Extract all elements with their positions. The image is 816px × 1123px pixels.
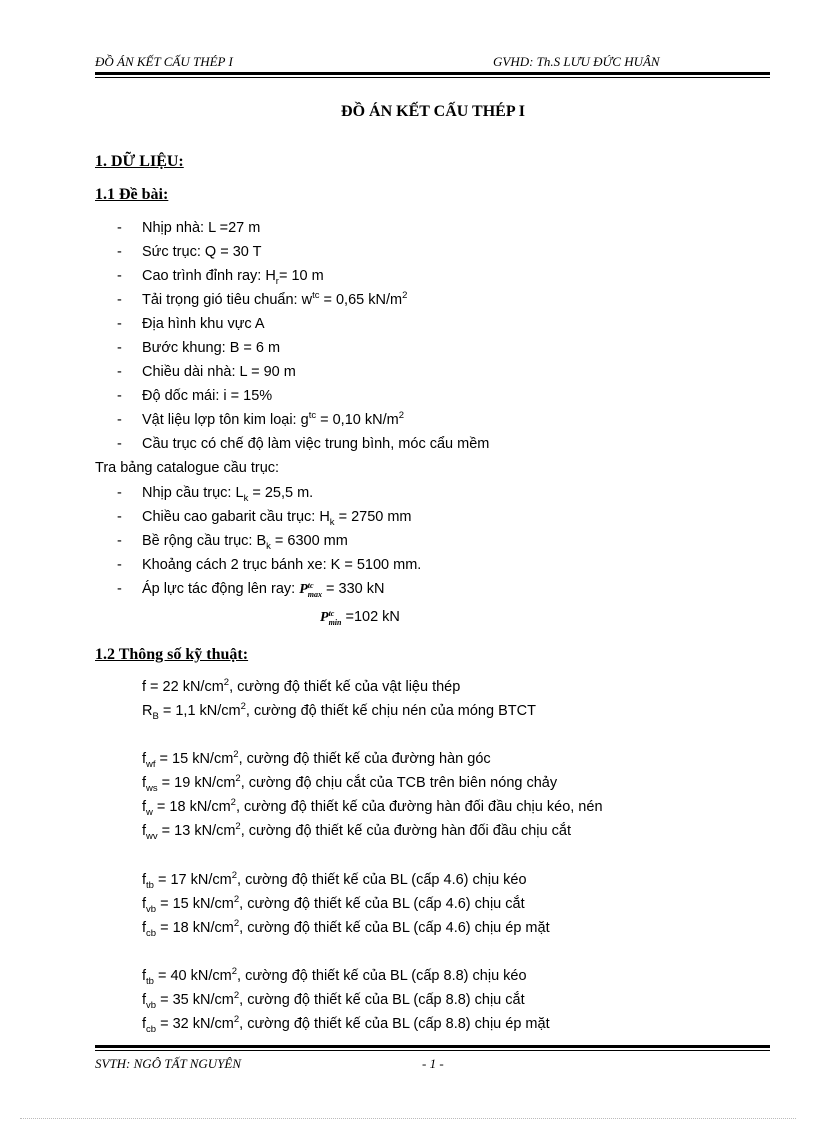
spec-line: $f_{vb} = 15$ $kN/cm^2$, cường độ thiết kế của BL (cấp 4.6) chịu cắt — [142, 894, 525, 915]
list-item: Chiều cao gabarit cầu trục: $H_k = 2750$ mm — [142, 509, 412, 528]
list-item: Nhịp cầu trục: $L_k = 25,5$ m. — [142, 485, 314, 504]
bullet-dash: - — [117, 268, 122, 284]
list-item: Địa hình khu vực A — [142, 316, 265, 332]
list-item: Chiều dài nhà: L = 90 m — [142, 364, 296, 380]
bullet-dash: - — [117, 581, 122, 597]
page-number: - 1 - — [422, 1056, 444, 1071]
bullet-dash: - — [117, 436, 122, 452]
spec-line: $R_B = 1,1$ $kN/cm^2$, cường độ thiết kế chịu nén của móng BTCT — [142, 701, 536, 722]
pmax-symbol: P tc max — [299, 581, 323, 599]
header-rule-thick — [95, 72, 770, 75]
spec-line: $f_w = 18$ $kN/cm^2$, cường độ thiết kế của đường hàn đối đầu chịu kéo, nén — [142, 797, 603, 818]
subsection-heading-problem: 1.1 Đề bài: — [95, 186, 169, 203]
spec-line: $f_{tb} = 40$ $kN/cm^2$, cường độ thiết kế của BL (cấp 8.8) chịu kéo — [142, 966, 527, 987]
page-bottom-border — [20, 1118, 796, 1119]
subsection-heading-specs: 1.2 Thông số kỹ thuật: — [95, 646, 249, 663]
list-item: Độ dốc mái: i = 15% — [142, 388, 273, 404]
pmin-line: P tc min =102 kN — [320, 609, 400, 627]
spec-line: $f_{cb} = 32$ $kN/cm^2$, cường độ thiết kế của BL (cấp 8.8) chịu ép mặt — [142, 1014, 550, 1035]
footer-rule-thin — [95, 1050, 770, 1051]
bullet-dash: - — [117, 412, 122, 428]
list-item: Cầu trục có chế độ làm việc trung bình, móc cẩu mềm — [142, 436, 490, 452]
bullet-dash: - — [117, 388, 122, 404]
footer-rule-thick — [95, 1045, 770, 1048]
spec-line: f = 22 $kN/cm^2$, cường độ thiết kế của vật liệu thép — [142, 677, 461, 695]
bullet-dash: - — [117, 533, 122, 549]
list-item: Nhịp nhà: L =27 m — [142, 220, 261, 236]
bullet-dash: - — [117, 292, 122, 308]
list-item: Bề rộng cầu trục: $B_k = 6300$ mm — [142, 533, 348, 552]
pmin-symbol: P tc min — [320, 609, 342, 627]
header-right: GVHD: Th.S LƯU ĐỨC HUÂN — [493, 54, 660, 69]
bullet-dash: - — [117, 557, 122, 573]
spec-line: $f_{wv} = 13$ $kN/cm^2$, cường độ thiết kế của đường hàn đối đầu chịu cắt — [142, 821, 571, 842]
section-heading-data: 1. DỮ LIỆU: — [95, 153, 184, 170]
bullet-dash: - — [117, 364, 122, 380]
list-item: Khoảng cách 2 trục bánh xe: K = 5100 mm. — [142, 557, 422, 573]
list-item: Bước khung: B = 6 m — [142, 340, 281, 356]
bullet-dash: - — [117, 220, 122, 236]
list-item: Tải trọng gió tiêu chuẩn: $w^{tc} = 0,65$ $kN/m^2$ — [142, 290, 408, 308]
bullet-dash: - — [117, 316, 122, 332]
spec-line: $f_{ws} = 19$ $kN/cm^2$, cường độ chịu cắt của TCB trên biên nóng chảy — [142, 773, 558, 794]
list-item: Vật liệu lợp tôn kim loại: $g^{tc} = 0,10$ $kN/m^2$ — [142, 410, 404, 428]
header-left: ĐỒ ÁN KẾT CẤU THÉP I — [95, 54, 233, 69]
document-title: ĐỒ ÁN KẾT CẤU THÉP I — [341, 103, 525, 120]
bullet-dash: - — [117, 340, 122, 356]
header-rule-thin — [95, 77, 770, 78]
spec-line: $f_{wf} = 15$ $kN/cm^2$, cường độ thiết kế của đường hàn góc — [142, 749, 491, 770]
spec-line: $f_{vb} = 35$ $kN/cm^2$, cường độ thiết kế của BL (cấp 8.8) chịu cắt — [142, 990, 525, 1011]
bullet-dash: - — [117, 509, 122, 525]
spec-line: $f_{cb} = 18$ $kN/cm^2$, cường độ thiết kế của BL (cấp 4.6) chịu ép mặt — [142, 918, 550, 939]
spec-line: $f_{tb} = 17$ $kN/cm^2$, cường độ thiết kế của BL (cấp 4.6) chịu kéo — [142, 870, 527, 891]
list-item-pressure: Áp lực tác động lên ray: P tc max = 330 kN — [142, 581, 385, 599]
list-item: Sức trục: Q = 30 T — [142, 244, 262, 260]
footer-author: SVTH: NGÔ TẤT NGUYÊN — [95, 1056, 242, 1071]
bullet-dash: - — [117, 244, 122, 260]
bullet-dash: - — [117, 485, 122, 501]
list-item: Cao trình đỉnh ray: $H_r= 10$ m — [142, 268, 324, 287]
catalogue-intro: Tra bảng catalogue cầu trục: — [95, 460, 280, 476]
